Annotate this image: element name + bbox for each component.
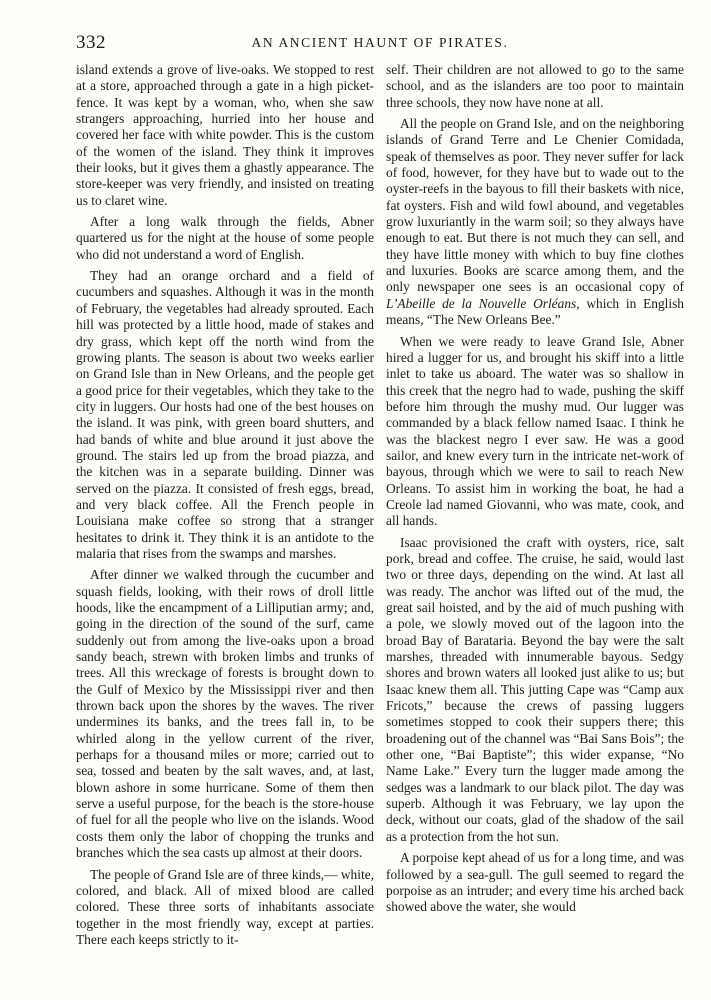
paragraph: self. Their children are not allowed to go to the same school, and as the islanders are too poor to maintain three schools, they now have none at all.: [386, 62, 684, 110]
paragraph: After a long walk through the fields, Abner quartered us for the night at the house of some people who did not understand a word of English.: [76, 214, 374, 262]
paragraph: Isaac provisioned the craft with oysters, rice, salt pork, bread and coffee. The cruise, he said, would last two or three days, depending on the wind. At last all was ready. The anchor was lifted out of the mud, the great sail hoisted, and by the aid of much pushing with a pole, we slowly moved out of the lagoon into the broad Bay of Barataria. Beyond the bay were the salt marshes, threaded with innumerable bayous. Sedgy shores and brown waters all looked just alike to us; but Isaac knew them all. This jutting Cape was “Camp aux Fricots,” because the crews of passing luggers sometimes stopped to cook their suppers there; this broadening out of the channel was “Bai Sans Bois”; the other one, “Bai Baptiste”; this wider expanse, “No Name Lake.” Every turn the lugger made among the sedges was a landmark to our black pilot. The day was superb. Although it was February, we lay upon the deck, without our coats, glad of the shadow of the sail as a protection from the hot sun.: [386, 534, 684, 844]
paragraph: They had an orange orchard and a field of cucumbers and squashes. Although it was in the month of February, the vegetables had already sprouted. Each hill was protected by a little hood, made of stakes and dry grass, which kept off the north wind from the growing plants. The season is about two weeks earlier on Grand Isle than in New Orleans, and the people get a good price for their vegetables, which they take to the city in luggers. Our hosts had one of the best houses on the island. It was pink, with green board shutters, and had bands of white and blue around it just above the ground. The stairs led up from the broad piazza, and the kitchen was in a separate building. Dinner was served on the piazza. It consisted of fresh eggs, bread, and very black coffee. All the French people in Louisiana make coffee so strong that a stranger hesitates to drink it. They think it is an antidote to the malaria that rises from the swamps and marshes.: [76, 268, 374, 561]
paragraph: island extends a grove of live-oaks. We stopped to rest at a store, approached through a gate in a high picket-fence. It was kept by a woman, who, when she saw strangers approaching, hurried into her house and covered her face with white powder. This is the custom of the women of the island. They think it improves their looks, but it gives them a ghastly appearance. The store-keeper was very friendly, and insisted on treating us to claret wine.: [76, 62, 374, 208]
page-header: [76, 32, 684, 52]
paragraph: [386, 116, 684, 328]
left-column: [76, 62, 374, 953]
paragraph-text: All the people on Grand Isle, and on the neighboring islands of Grand Terre and Le Chenier Comidada, speak of themselves as poor. They never suffer for lack of food, however, for they have but to wade out to the oyster-reefs in the bayous to fill their baskets with nice, fat oysters. Fish and wild fowl abound, and vegetables grow luxuriantly in the warm soil; so they always have enough to eat. But there is not much they can sell, and they have little money with which to buy fine clothes and luxuries. Books are scarce among them, and the only newspaper one sees is an occasional copy of: [386, 116, 684, 295]
page-number: 332: [76, 32, 106, 53]
paragraph: A porpoise kept ahead of us for a long time, and was followed by a sea-gull. The gull seemed to regard the porpoise as an intruder; and every time his arched back showed above the water, she would: [386, 850, 684, 915]
paragraph-text: which in English means, “The New Orleans Bee.”: [386, 295, 684, 328]
running-title: AN ANCIENT HAUNT OF PIRATES.: [251, 35, 509, 50]
right-column: [386, 62, 684, 921]
paragraph: When we were ready to leave Grand Isle, Abner hired a lugger for us, and brought his skiff into a little inlet to take us aboard. The water was so shallow in this creek that the negro had to wade, pushing the skiff before him through the mushy mud. Our lugger was commanded by a black fellow named Isaac. I think he was the blackest negro I ever saw. He was a good sailor, and knew every turn in the intricate net-work of bayous, through which we were to sail to reach New Orleans. To assist him in working the boat, he had a Creole lad named Giovanni, who was mate, cook, and all hands.: [386, 333, 684, 529]
paragraph: After dinner we walked through the cucumber and squash fields, looking, with their rows of droll little hoods, like the encampment of a Lilliputian army; and, going in the direction of the sound of the surf, came suddenly out from among the live-oaks upon a broad sandy beach, strewn with broken limbs and trunks of trees. All this wreckage of forests is brought down to the Gulf of Mexico by the Mississippi river and then thrown back upon the shores by the waves. The river undermines its banks, and the trees fall in, to be whirled along in the yellow current of the river, perhaps for a thousand miles or more; carried out to sea, tossed and beaten by the salt waves, and, at last, blown ashore in some hurricane. Some of them then serve a useful purpose, for the beach is the store-house of fuel for all the people who live on the islands. Wood costs them only the labor of chopping the trunks and branches which the sea casts up almost at their doors.: [76, 567, 374, 861]
newspaper-title: L’Abeille de la Nouvelle Orléans,: [386, 295, 580, 311]
paragraph: The people of Grand Isle are of three kinds,— white, colored, and black. All of mixed blood are called colored. These three sorts of inhabitants associate together in the most friendly way, except at parties. There each keeps strictly to it-: [76, 866, 374, 947]
